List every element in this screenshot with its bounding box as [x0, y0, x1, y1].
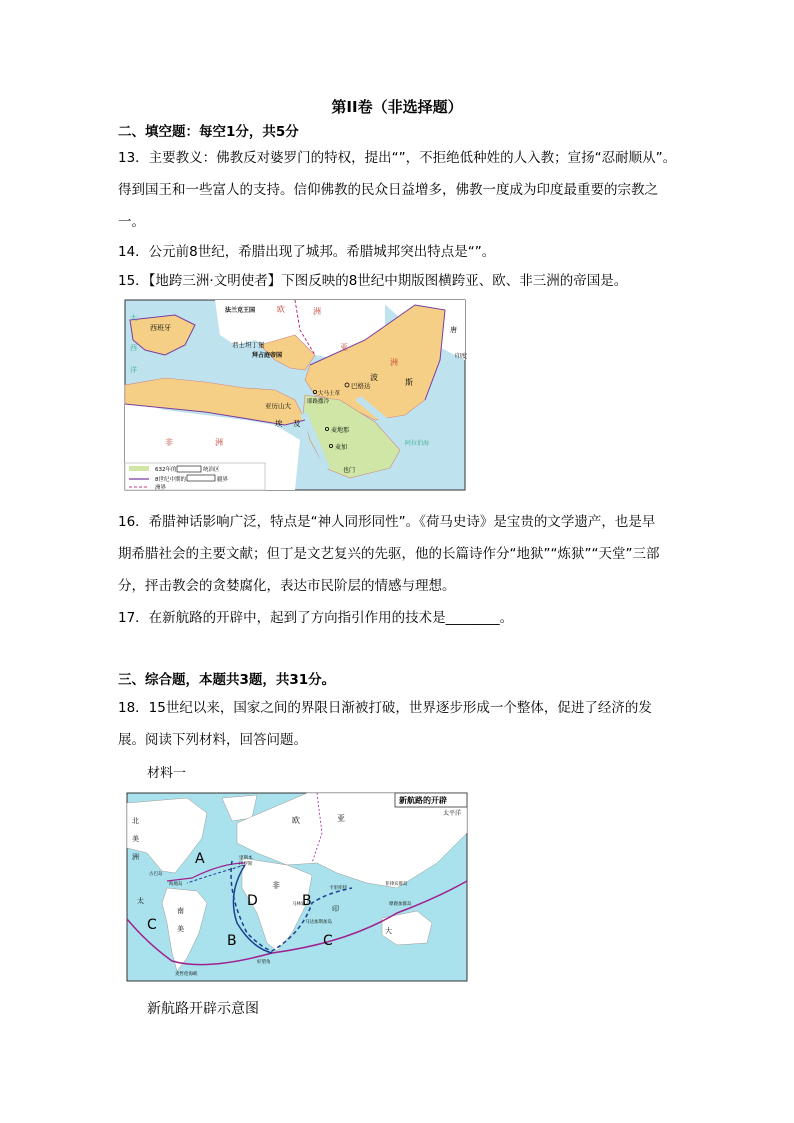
section-heading-fill: 二、填空题：每空1分，共5分 [118, 124, 299, 140]
label-asia-2: 洲 [390, 358, 398, 367]
label-mei: 美 [177, 925, 184, 933]
label-yemen: 也门 [343, 467, 356, 474]
label-madagascar: 马达加斯加岛 [305, 920, 332, 925]
label-cuba: 古巴岛 [149, 872, 163, 877]
label-lisbon: 里斯本 [239, 856, 253, 861]
route-letter-a: A [195, 851, 205, 867]
label-nan: 南 [177, 907, 184, 915]
question-14: 14．公元前8世纪，希腊出现了城邦。希腊城邦突出特点是“”。 [118, 244, 496, 260]
route-letter-b2: B [302, 893, 312, 909]
label-asia-1: 亚 [340, 343, 348, 352]
legend-632: 632年的 [155, 467, 177, 473]
section-heading-comprehensive: 三、综合题，本题共3题，共31分。 [118, 672, 336, 688]
label-constantinople: 君士坦丁堡 [232, 341, 265, 349]
question-13-line3: 一。 [118, 214, 145, 230]
question-18-line2: 展。阅读下列材料，回答问题。 [118, 732, 307, 748]
label-yin: 印 [332, 905, 339, 913]
label-damascus: 大马士革 [318, 391, 341, 397]
label-baghdad: 巴格达 [351, 382, 371, 390]
question-13-line2: 得到国王和一些富人的支持。信仰佛教的民众日益增多，佛教一度成为印度最重要的宗教之 [118, 182, 658, 198]
legend-632-tail: 统治区 [203, 467, 220, 473]
route-letter-c2: C [323, 933, 333, 949]
label-moluccas: 摩鹿加群岛 [389, 902, 412, 907]
label-cape: 好望角 [257, 960, 271, 965]
question-16-line2: 期希腊社会的主要文献；但丁是文艺复兴的先驱，他的长篇诗作分“地狱”“炼狱”“天堂”三部 [118, 546, 660, 562]
label-africa-1: 非 [165, 438, 173, 447]
label-africa-2: 洲 [215, 438, 223, 447]
question-16-line1: 16．希腊神话影响广泛，特点是“神人同形同性”。《荷马史诗》是宝贵的文学遗产，也是早 [118, 514, 656, 530]
map2-title: 新航路的开辟 [399, 796, 447, 805]
label-ou: 欧 [292, 816, 300, 825]
route-letter-d: D [247, 893, 258, 909]
label-philippines: 菲律宾群岛 [385, 882, 408, 887]
arab-empire-map [125, 300, 468, 491]
label-tang: 唐 [450, 326, 457, 334]
label-egypt-1: 埃 [275, 419, 283, 428]
label-dayang: 大 [385, 927, 392, 935]
label-haiti: 海地岛 [169, 882, 183, 887]
label-ocean-xi: 西 [130, 344, 137, 352]
label-byzantine: 拜占庭帝国 [252, 352, 283, 359]
question-13-line1: 13．主要教义：佛教反对婆罗门的特权，提出“”，不拒绝低种姓的人入教；宣扬“忍耐顺从”。 [118, 150, 677, 166]
legend-8th: 8世纪中期的 [155, 477, 186, 483]
label-ya: 亚 [337, 814, 345, 823]
label-ocean-yang: 洋 [130, 366, 137, 374]
material-label: 材料一 [147, 766, 187, 781]
route-letter-b1: B [227, 933, 237, 949]
label-north-zhou: 洲 [132, 853, 139, 861]
label-india: 印度 [455, 353, 468, 360]
label-europe-1: 欧 [277, 305, 285, 314]
label-fei: 非 [272, 881, 280, 890]
label-north: 北 [132, 817, 139, 825]
label-malindi: 马林迪 [292, 902, 306, 907]
label-spain: 西班牙 [150, 324, 171, 332]
label-jerusalem: 耶路撒冷 [307, 399, 330, 405]
label-north-mei: 美 [132, 835, 139, 843]
question-17: 17．在新航路的开辟中，起到了方向指引作用的技术是________。 [118, 610, 514, 626]
question-18-line1: 18．15世纪以来，国家之间的界限日渐被打破，世界逐步形成一个整体，促进了经济的发 [118, 700, 652, 716]
legend-continent: 洲界 [155, 485, 167, 491]
question-16-line3: 分，抨击教会的贪婪腐化，表达市民阶层的情感与理想。 [118, 578, 456, 594]
label-franks: 法兰克王国 [225, 307, 256, 314]
map-caption: 新航路开辟示意图 [147, 1001, 259, 1017]
label-persia-2: 斯 [405, 378, 413, 387]
label-arabian-sea: 阿拉伯海 [405, 440, 430, 447]
legend-8th-tail: 疆界 [217, 477, 229, 483]
label-palos: 巴罗斯 [239, 862, 253, 867]
label-europe-2: 洲 [313, 307, 321, 316]
label-calicut: 卡里库特 [329, 886, 347, 891]
label-tai: 太 [137, 897, 144, 905]
label-mecca: 麦加 [335, 444, 348, 451]
label-medina: 麦地那 [331, 427, 350, 434]
label-ocean-da: 大 [130, 314, 137, 322]
label-ocean-right: 太平洋 [443, 810, 462, 817]
page-title: 第II卷（非选择题） [331, 98, 463, 116]
label-persia-1: 波 [370, 373, 378, 382]
label-alexandria: 亚历山大 [265, 402, 291, 410]
new-sea-routes-map [127, 793, 467, 981]
label-egypt-2: 及 [293, 419, 301, 428]
question-15: 15．【地跨三洲·文明使者】下图反映的8世纪中期版图横跨亚、欧、非三洲的帝国是。 [118, 273, 628, 289]
label-magellan: 麦哲伦海峡 [175, 972, 198, 977]
route-letter-c1: C [147, 917, 157, 933]
